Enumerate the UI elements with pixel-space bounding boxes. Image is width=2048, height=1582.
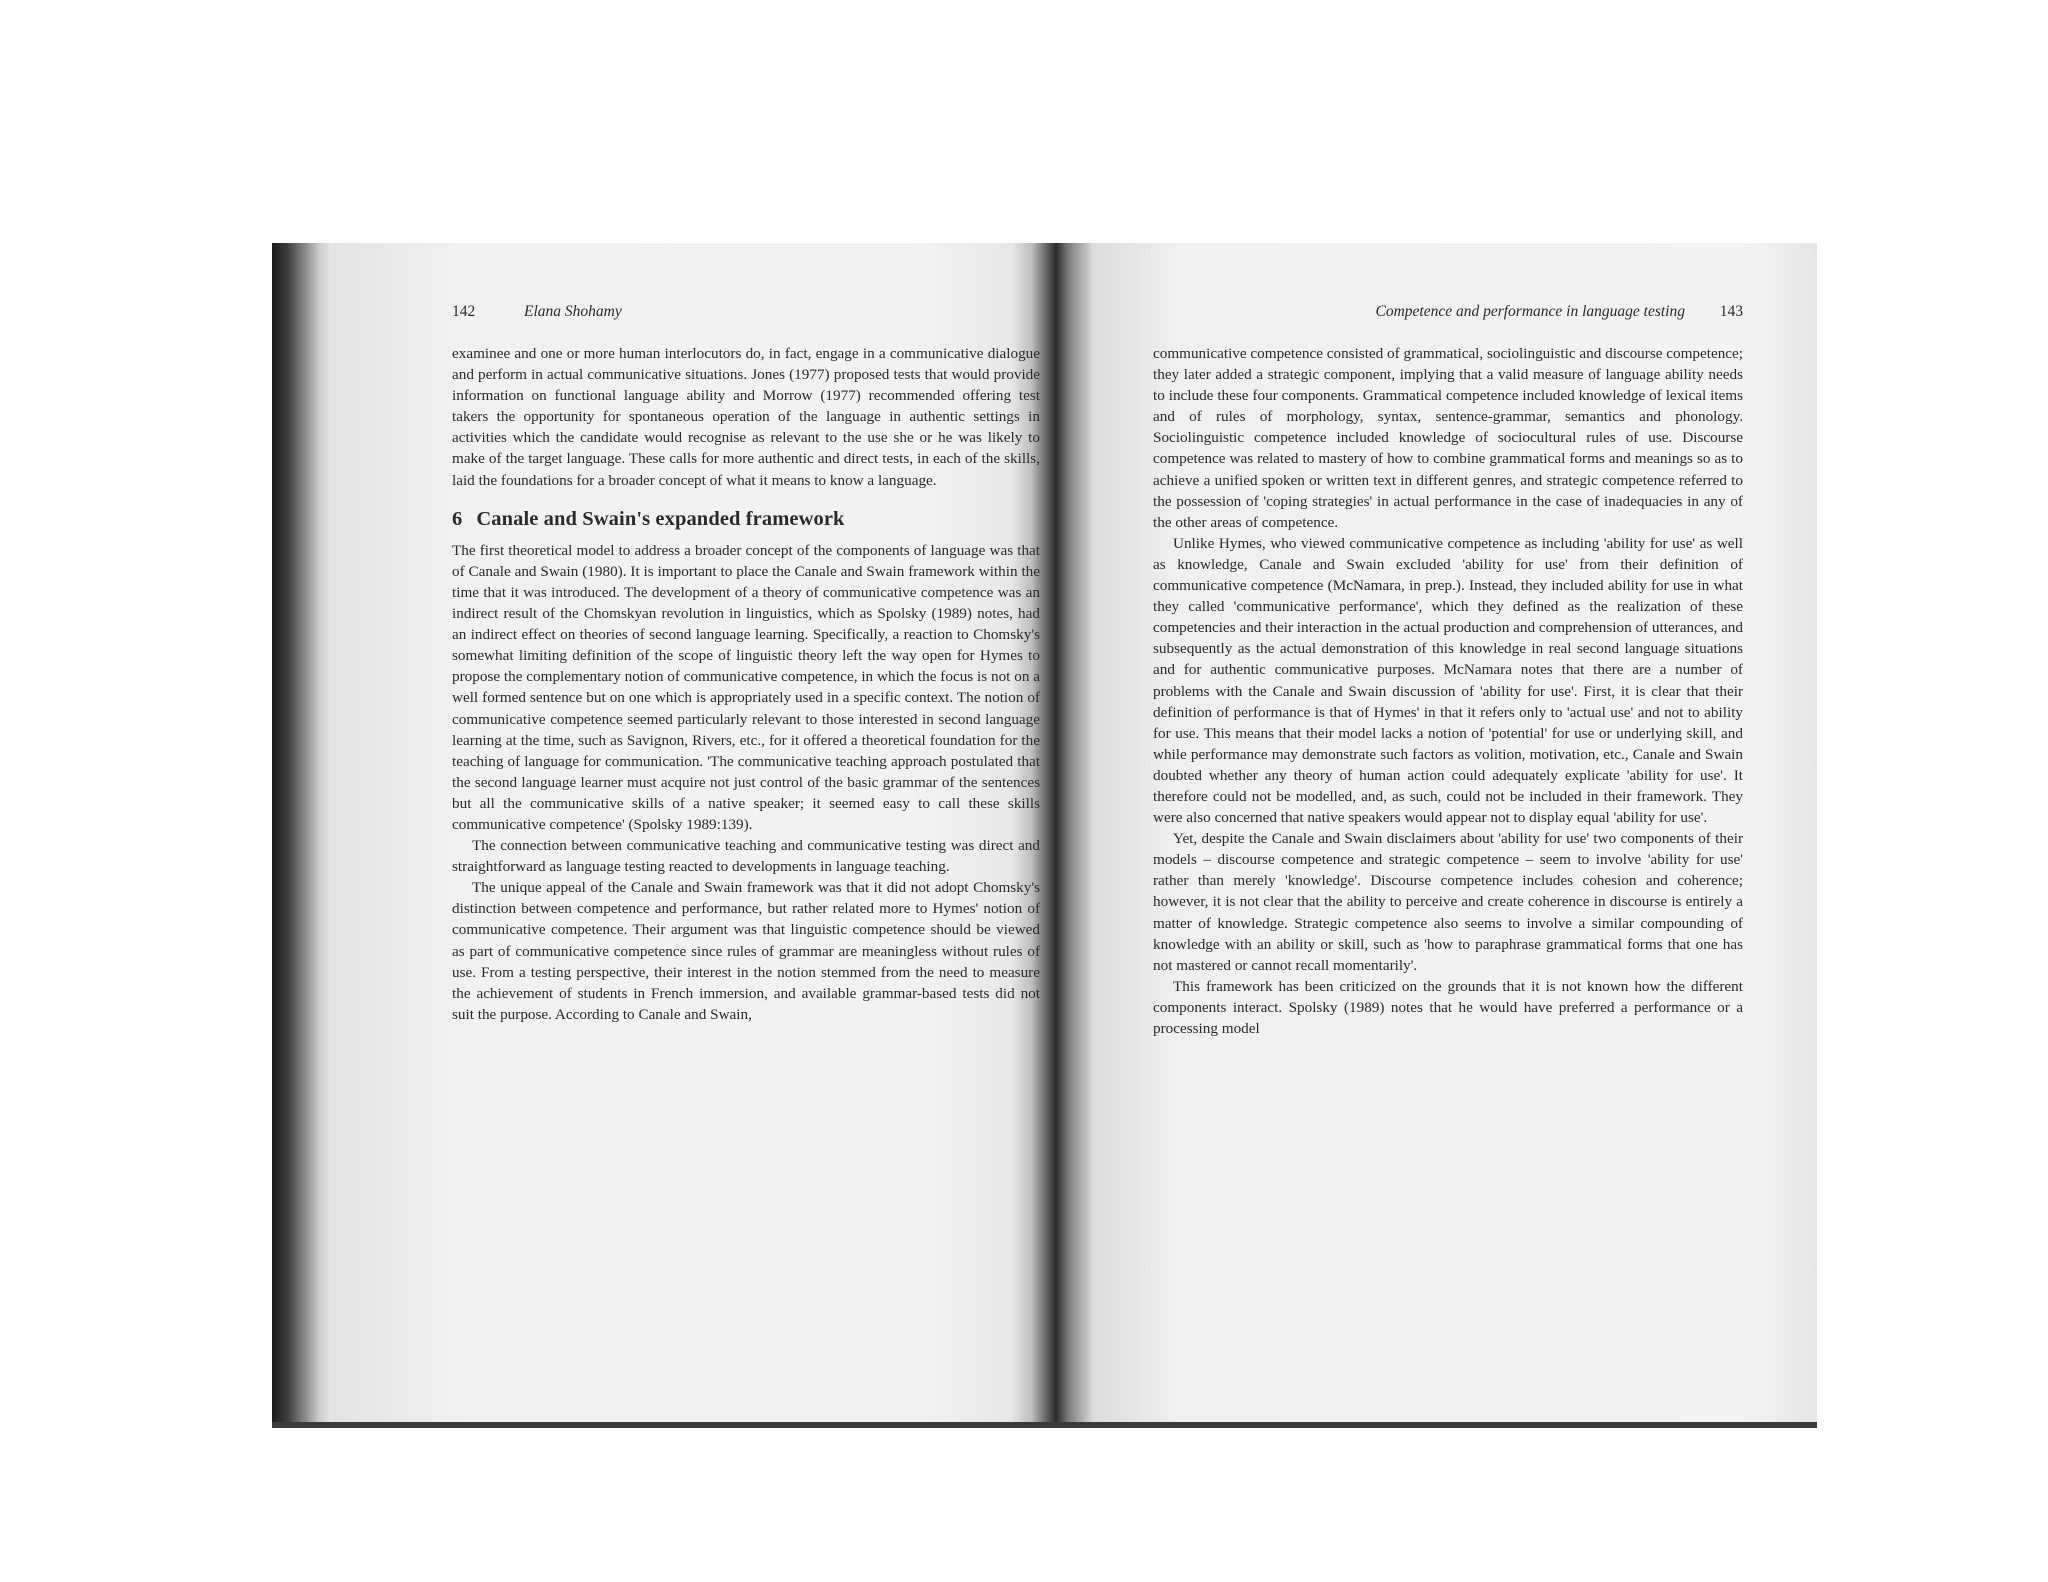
paragraph: examinee and one or more human interlocutors do, in fact, engage in a communicative dialogue and perform in actual communicative situations. Jones (1977) proposed tests that would provide information on functional language ability and Morrow (1977) recommended offering test takers the opportunity for spontaneous operation of the language in authentic settings in activities which the candidate would recognise as relevant to the use she or he was likely to make of the target language. These calls for more authentic and direct tests, in each of the skills, laid the foundations for a broader concept of what it means to know a language.	[452, 345, 1040, 489]
section-title: Canale and Swain's expanded framework	[476, 507, 845, 530]
paragraph: The connection between communicative teaching and communicative testing was direct and straightforward as language testing reacted to developments in language teaching.	[452, 837, 1040, 876]
paragraph: This framework has been criticized on the grounds that it is not known how the different components interact. Spolsky (1989) notes that he would have preferred a performance or a processing model	[1153, 977, 1743, 1037]
page-bottom-edge	[272, 1422, 1817, 1428]
paragraph: Yet, despite the Canale and Swain disclaimers about 'ability for use' two components of their models – discourse competence and strategic competence – seem to involve 'ability for use' rather than merely 'knowledge'. Discourse competence includes cohesion and coherence; however, it is not clear that the ability to perceive and create coherence in discourse is entirely a matter of knowledge. Strategic competence also seems to involve a similar compounding of knowledge with an ability or skill, such as 'how to paraphrase grammatical forms that one has not mastered or cannot recall momentarily'.	[1153, 830, 1743, 974]
paragraph: communicative competence consisted of grammatical, sociolinguistic and discourse competence; they later added a strategic component, implying that a valid measure of language ability needs to include these four components. Grammatical competence included knowledge of lexical items and of rules of morphology, syntax, sentence-grammar, semantics and phonology. Sociolinguistic competence included knowledge of sociocultural rules of use. Discourse competence was related to mastery of how to combine grammatical forms and meanings so as to achieve a unified spoken or written text in different genres, and strategic competence referred to the possession of 'coping strategies' in actual performance in the case of inadequacies in any of the other areas of competence.	[1153, 345, 1744, 531]
paragraph: Unlike Hymes, who viewed communicative competence as including 'ability for use' as well as knowledge, Canale and Swain excluded 'ability for use' from their definition of communicative competence (McNamara, in prep.). Instead, they included ability for use in what they called 'communicative performance', which they defined as the realization of these competencies and their interaction in the actual production and comprehension of utterances, and subsequently as the actual demonstration of this knowledge in real second language situations and for authentic communicative purposes. McNamara notes that there are a number of problems with the Canale and Swain discussion of 'ability for use'. First, it is clear that their definition of performance is that of Hymes' in that it refers only to 'actual use' and not to ability for use. This means that their model lacks a notion of 'potential' for use or underlying skill, and while performance may demonstrate such factors as volition, motivation, etc., Canale and Swain doubted whether any theory of human action could adequately explicate 'ability for use'. It therefore could not be modelled, and, as such, could not be included in their framework. They were also concerned that native speakers would appear not to display equal 'ability for use'.	[1153, 534, 1743, 827]
right-running-head-title: Competence and performance in language testing	[1375, 303, 1685, 320]
right-page-number: 143	[1719, 303, 1743, 320]
outer-binding-shadow	[272, 243, 332, 1428]
left-page-number: 142	[452, 303, 476, 320]
section-heading	[452, 509, 1040, 530]
left-page	[452, 301, 1040, 1025]
paragraph: The unique appeal of the Canale and Swain framework was that it did not adopt Chomsky's distinction between competence and performance, but rather related more to Hymes' notion of communicative competence. Their argument was that linguistic competence should be viewed as part of communicative competence since rules of grammar are meaningless without rules of use. From a testing perspective, their interest in the notion stemmed from the need to measure the achievement of students in French immersion, and available grammar-based tests did not suit the purpose. According to Canale and Swain,	[452, 879, 1040, 1023]
left-running-head	[452, 301, 1040, 323]
left-running-head-author: Elana Shohamy	[524, 303, 622, 320]
paragraph: The first theoretical model to address a broader concept of the components of language was that of Canale and Swain (1980). It is important to place the Canale and Swain framework within the time that it was introduced. The development of a theory of communicative competence was an indirect result of the Chomskyan revolution in linguistics, which as Spolsky (1989) notes, had an indirect effect on theories of second language learning. Specifically, a reaction to Chomsky's somewhat limiting definition of the scope of linguistic theory left the way open for Hymes to propose the complementary notion of communicative competence, in which the focus is not on a well formed sentence but on one which is appropriately used in a specific context. The notion of communicative competence seemed particularly relevant to those interested in second language learning at the time, such as Savignon, Rivers, etc., for it offered a theoretical foundation for the teaching of language for communication. 'The communicative teaching approach postulated that the second language learner must acquire not just control of the basic grammar of the sentences but all the communicative skills of a native speaker; it seemed easy to call these skills communicative competence' (Spolsky 1989:139).	[452, 541, 1040, 833]
right-running-head	[1153, 301, 1743, 323]
right-page	[1153, 301, 1743, 1039]
section-number: 6	[452, 507, 463, 530]
book-spread	[272, 243, 1817, 1428]
